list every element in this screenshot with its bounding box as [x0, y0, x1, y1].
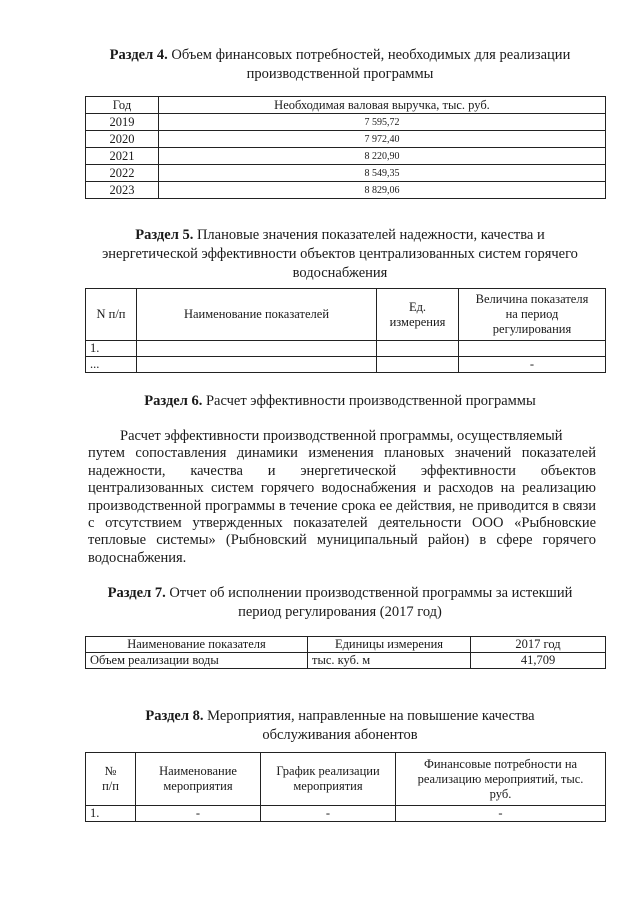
- col-year: 2017 год: [471, 637, 606, 653]
- col-num: [86, 753, 136, 806]
- col-year: Год: [86, 97, 159, 114]
- row-value: 7 972,40: [159, 131, 606, 148]
- section4-title-line1: Объем финансовых потребностей, необходимых для реализации: [171, 47, 571, 63]
- row-value: -: [459, 357, 606, 373]
- section7-title-line1: Отчет об исполнении производственной программы за истекший: [169, 585, 573, 601]
- paragraph-line: реализацию производственной программы в течение срока ее действия, не: [88, 480, 597, 514]
- paragraph-line: приводится в связи с отсутствием утвержденных показателей деятельности: [88, 497, 596, 532]
- section5-title-line3: водоснабжения: [292, 265, 388, 281]
- row-year: 2019: [86, 114, 159, 131]
- col-schedule-line1: График реализации: [276, 764, 380, 778]
- table-header-row: [86, 753, 606, 806]
- service-measures-table: [85, 752, 606, 822]
- row-num: 1.: [86, 341, 137, 357]
- row-year: 2022: [86, 165, 159, 182]
- row-num: 1.: [86, 806, 136, 822]
- paragraph-line: в сфере горячего водоснабжения.: [88, 532, 597, 566]
- col-indicator-name: Наименование показателей: [137, 289, 377, 341]
- row-value: 8 829,06: [159, 182, 606, 199]
- row-unit: [377, 357, 459, 373]
- section5-heading: [70, 226, 610, 283]
- col-num-line1: №: [104, 764, 117, 778]
- paragraph-line: надежности, качества и энергетической эффективности объектов: [88, 462, 596, 479]
- section8-label: Раздел 8.: [145, 708, 204, 724]
- section5-title-line1: Плановые значения показателей надежности, качества и: [196, 227, 545, 243]
- paragraph-line: Расчет эффективности производственной программы, осуществляемый: [120, 428, 563, 444]
- section5-label: Раздел 5.: [135, 227, 194, 243]
- paragraph-line: ООО «Рыбновские тепловые системы» (Рыбновский муниципальный район): [88, 515, 597, 549]
- section4-heading: [70, 46, 610, 84]
- col-finance: [396, 753, 606, 806]
- row-value: [459, 341, 606, 357]
- col-schedule-line2: мероприятия: [293, 779, 363, 793]
- col-measure-name: [136, 753, 261, 806]
- row-unit: тыс. куб. м: [308, 653, 471, 669]
- section5-title-line2: энергетической эффективности объектов централизованных систем горячего: [102, 246, 578, 262]
- table-row: [86, 165, 606, 182]
- section7-title-line2: период регулирования (2017 год): [238, 604, 442, 620]
- row-year: 2020: [86, 131, 159, 148]
- table-header-row: [86, 97, 606, 114]
- section7-heading: [70, 584, 610, 622]
- col-value-line2: на период: [505, 307, 559, 321]
- table-row: [86, 131, 606, 148]
- table-row: [86, 114, 606, 131]
- col-measure-name-line2: мероприятия: [163, 779, 233, 793]
- financial-needs-table: [85, 96, 606, 199]
- col-unit-line1: Ед.: [408, 299, 427, 314]
- col-value: [459, 289, 606, 341]
- col-value-line1: Величина показателя: [475, 292, 589, 306]
- row-year: 2023: [86, 182, 159, 199]
- table-row: [86, 341, 606, 357]
- col-finance-line3: руб.: [489, 786, 512, 801]
- col-indicator-name: Наименование показателя: [86, 637, 308, 653]
- row-schedule: -: [261, 806, 396, 822]
- section6-heading: [70, 392, 610, 411]
- row-num: ...: [86, 357, 137, 373]
- section4-title-line2: производственной программы: [246, 66, 434, 82]
- row-value: 7 595,72: [159, 114, 606, 131]
- col-measure-name-line1: Наименование: [159, 764, 237, 778]
- table-row: [86, 182, 606, 199]
- paragraph-line: централизованных систем горячего водоснабжения и расходов на: [88, 480, 515, 497]
- paragraph-line: путем сопоставления динамики изменения плановых значений показателей: [88, 445, 596, 462]
- reliability-indicators-table: [85, 288, 606, 373]
- table-row: [86, 653, 606, 669]
- col-revenue: Необходимая валовая выручка, тыс. руб.: [159, 97, 606, 114]
- row-value: 8 220,90: [159, 148, 606, 165]
- section8-title-line1: Мероприятия, направленные на повышение качества: [207, 708, 535, 724]
- row-value: 41,709: [471, 653, 606, 669]
- col-value-line3: регулирования: [492, 322, 572, 336]
- table-row: [86, 806, 606, 822]
- row-finance: -: [396, 806, 606, 822]
- row-name: -: [136, 806, 261, 822]
- table-header-row: [86, 289, 606, 341]
- col-num-line2: п/п: [102, 779, 119, 793]
- section7-label: Раздел 7.: [107, 585, 166, 601]
- section6-title: Расчет эффективности производственной программы: [205, 393, 536, 409]
- section4-label: Раздел 4.: [109, 47, 168, 63]
- row-year: 2021: [86, 148, 159, 165]
- table-row: [86, 357, 606, 373]
- col-finance-line1: Финансовые потребности на: [423, 756, 578, 771]
- col-num: N п/п: [86, 289, 137, 341]
- table-row: [86, 148, 606, 165]
- section8-title-line2: обслуживания абонентов: [262, 727, 418, 743]
- col-finance-line2: реализацию мероприятий, тыс.: [417, 771, 584, 786]
- row-name: [137, 341, 377, 357]
- row-value: 8 549,35: [159, 165, 606, 182]
- col-unit: Единицы измерения: [308, 637, 471, 653]
- row-name: [137, 357, 377, 373]
- table-header-row: [86, 637, 606, 653]
- row-unit: [377, 341, 459, 357]
- col-unit-line2: измерения: [389, 314, 446, 329]
- row-name: Объем реализации воды: [86, 653, 308, 669]
- section8-heading: [70, 707, 610, 745]
- efficiency-paragraph: [88, 428, 596, 567]
- col-schedule: [261, 753, 396, 806]
- col-unit: [377, 289, 459, 341]
- program-report-table: [85, 636, 606, 669]
- section6-label: Раздел 6.: [144, 393, 203, 409]
